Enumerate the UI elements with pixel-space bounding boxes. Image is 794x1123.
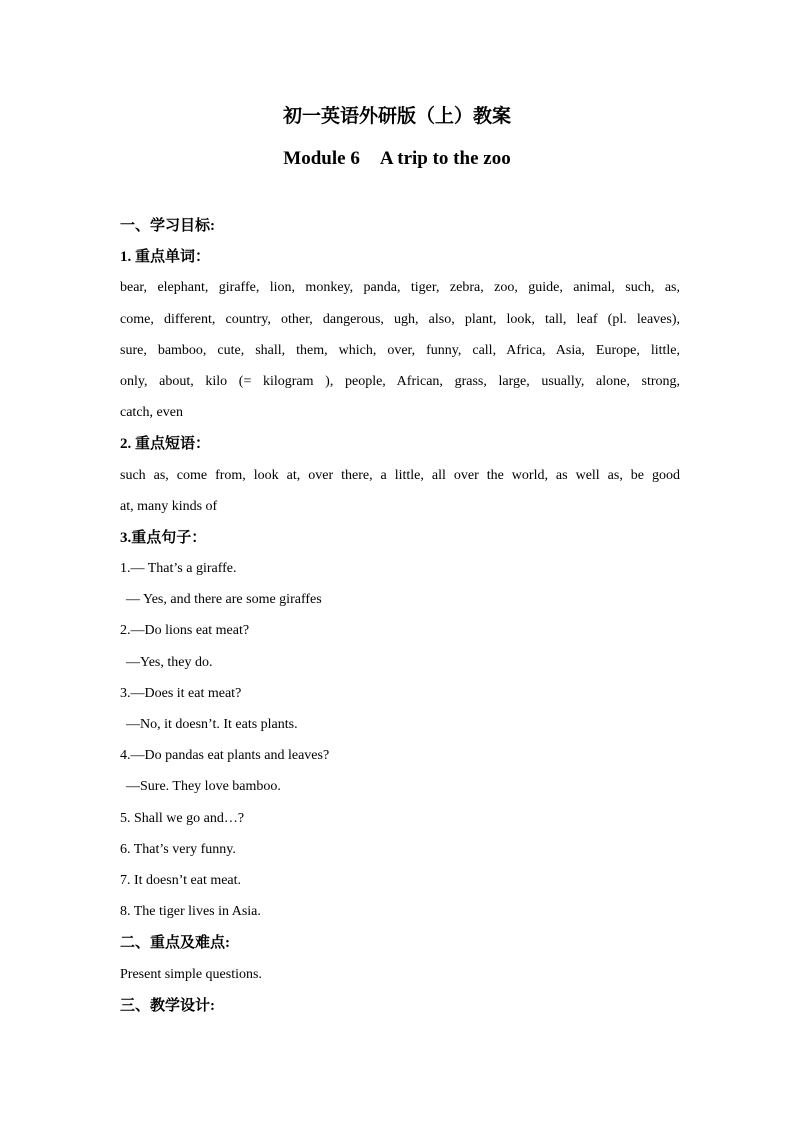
paragraph-line: Present simple questions. [120,966,262,982]
section-heading: 3.重点句子： [120,529,207,546]
section-heading: 2. 重点短语： [120,436,211,453]
paragraph-line: 2.—Do lions eat meat? [120,623,250,639]
paragraph-line: sure, bamboo, cute, shall, them, which, over, funny, call, Africa, Asia, Europe, little, [120,342,680,358]
paragraph-line: 5. Shall we go and…? [120,810,245,826]
paragraph-line: come, different, country, other, dangerous, ugh, also, plant, look, tall, leaf (pl. leaves), [120,311,680,327]
section-heading: 一、学习目标: [120,218,215,234]
section-heading: 三、教学设计: [120,997,215,1014]
sentence-reply-line: —No, it doesn’t. It eats plants. [126,717,298,732]
sentence-reply-line: —Sure. They love bamboo. [126,779,281,795]
paragraph-line: 3.—Does it eat meat? [120,685,242,701]
module-subtitle: A trip to the zoo [379,148,511,169]
document-title: 初一英语外研版（上）教案 [282,106,511,127]
paragraph-line: only, about, kilo (= kilogram ), people, African, grass, large, usually, alone, strong, [120,373,680,389]
module-number: Module 6 [283,148,360,169]
section-heading: 二、重点及难点: [120,935,230,952]
sentence-reply-line: — Yes, and there are some giraffes [126,592,322,608]
sentence-reply-line: —Yes, they do. [126,654,213,670]
section-heading: 1. 重点单词： [120,249,211,266]
module-title [0,148,794,170]
paragraph-line: 1.— That’s a giraffe. [120,561,237,577]
paragraph-line: bear, elephant, giraffe, lion, monkey, panda, tiger, zebra, zoo, guide, animal, such, as, [120,280,680,296]
paragraph-line: such as, come from, look at, over there, a little, all over the world, as well as, be good [120,467,680,483]
paragraph-line: 4.—Do pandas eat plants and leaves? [120,748,330,764]
paragraph-line: at, many kinds of [120,498,218,514]
paragraph-line: 7. It doesn’t eat meat. [120,872,242,888]
paragraph-line: 6. That’s very funny. [120,841,236,857]
lesson-body [120,214,680,1025]
paragraph-line: catch, even [120,405,183,421]
paragraph-line: 8. The tiger lives in Asia. [120,904,261,920]
